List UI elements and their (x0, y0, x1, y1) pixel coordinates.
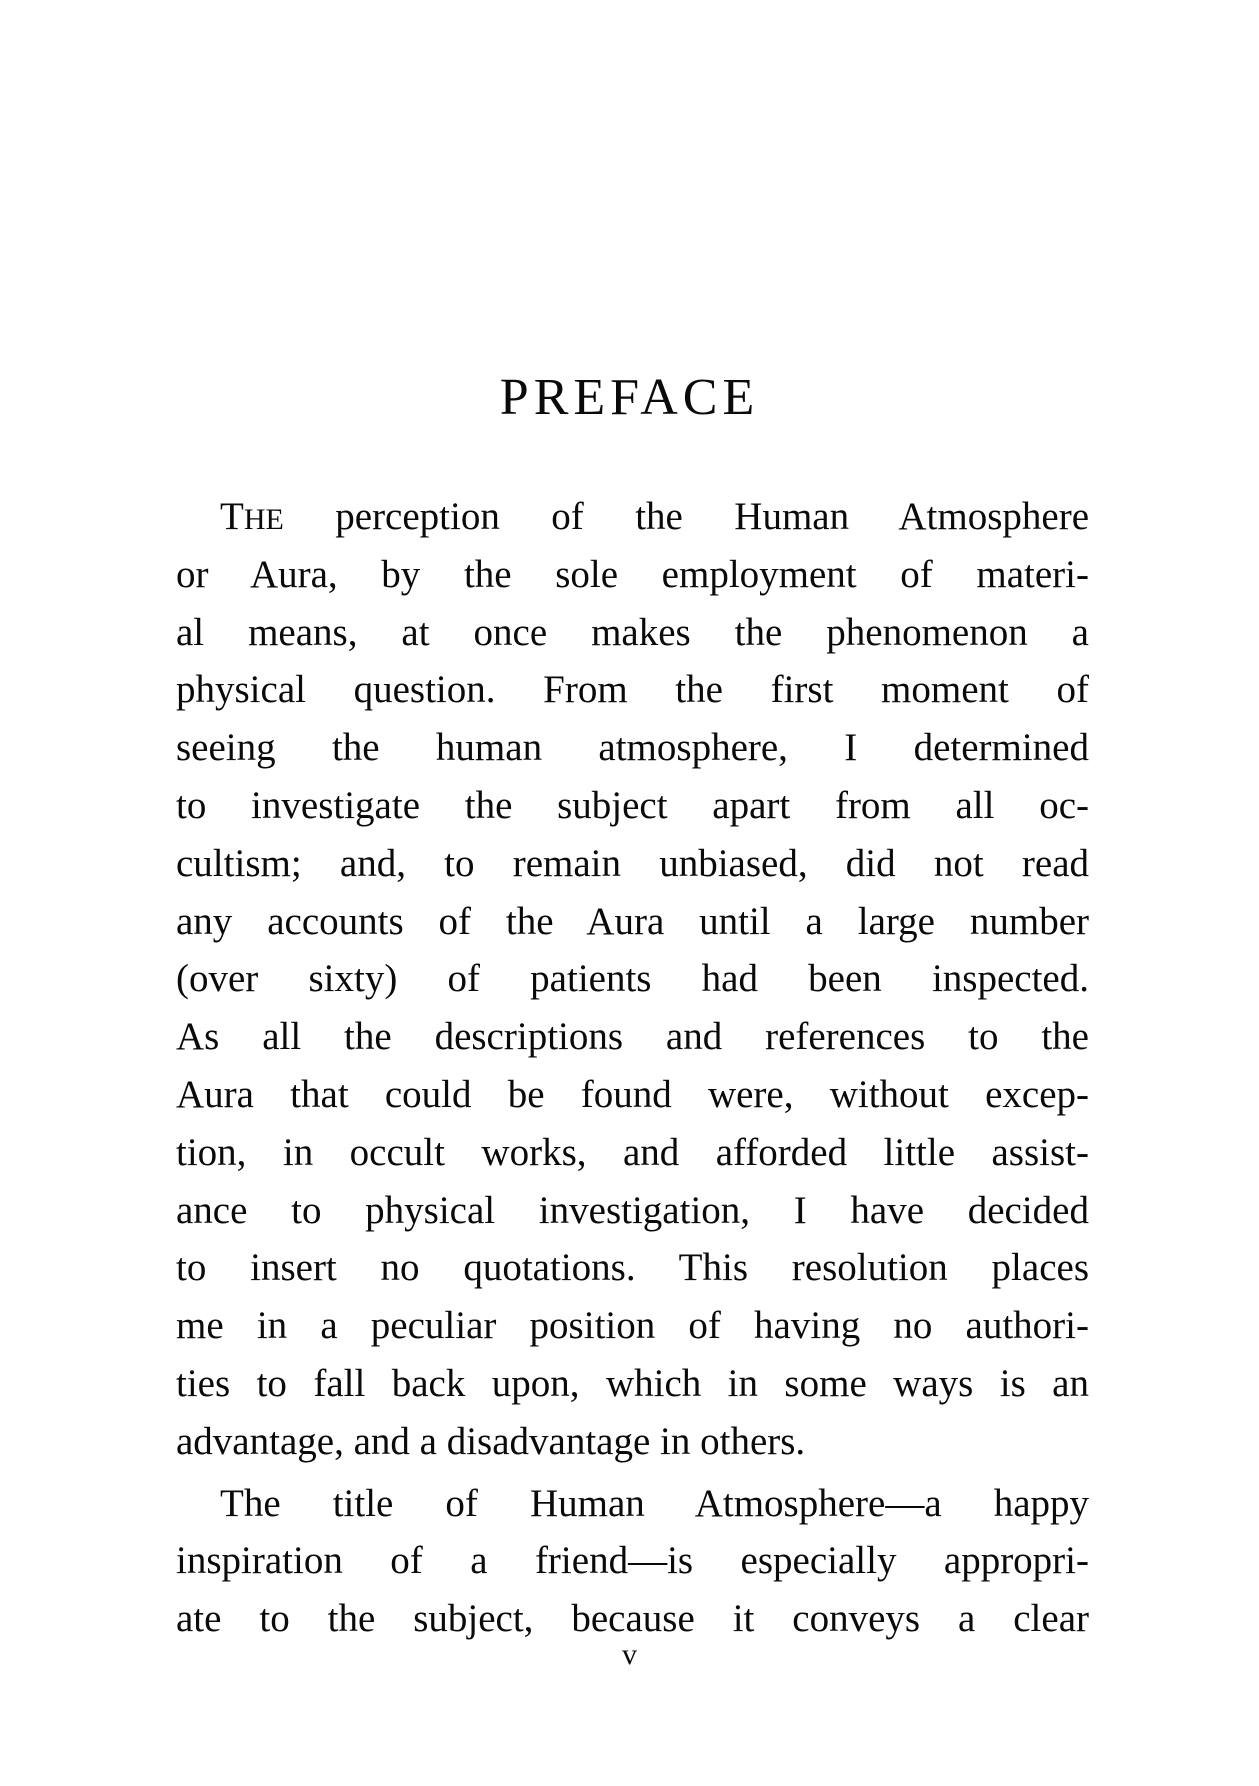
line-text: The title of Human Atmosphere—a happy (220, 1481, 1089, 1525)
small-caps-rest: HE (243, 503, 284, 536)
small-caps-initial: T (220, 495, 244, 538)
paragraph-1-line: ance to physical investigation, I have decided (176, 1188, 1089, 1232)
paragraph-1-line: to insert no quotations. This resolution places (176, 1246, 1089, 1290)
body-text (176, 488, 1089, 1648)
line-text: perception of the Human Atmosphere (283, 495, 1089, 538)
paragraph-1-line: (over sixty) of patients had been inspected. (176, 957, 1089, 1001)
paragraph-1-line-1 (176, 488, 1089, 546)
paragraph-2-line: inspiration of a friend—is especially appropri- (176, 1539, 1089, 1583)
paragraph-1-line: seeing the human atmosphere, I determined (176, 726, 1089, 770)
paragraph-1-line: any accounts of the Aura until a large number (176, 899, 1089, 943)
page-title: PREFACE (499, 369, 760, 426)
paragraph-1-line: al means, at once makes the phenomenon a (176, 610, 1089, 654)
paragraph-1-line: me in a peculiar position of having no authori- (176, 1304, 1089, 1348)
paragraph-2-line: ate to the subject, because it conveys a clear (176, 1597, 1089, 1641)
paragraph-1-line: tion, in occult works, and afforded little assist- (176, 1130, 1089, 1174)
paragraph-1-line: Aura that could be found were, without excep- (176, 1072, 1089, 1116)
paragraph-1-line: cultism; and, to remain unbiased, did not read (176, 841, 1089, 885)
paragraph-1-line: physical question. From the first moment of (176, 668, 1089, 712)
page-number: v (622, 1638, 637, 1671)
paragraph-1-line: As all the descriptions and references to the (176, 1015, 1089, 1059)
paragraph-1-line: to investigate the subject apart from all oc- (176, 783, 1089, 827)
paragraph-1-last-line: advantage, and a disadvantage in others. (176, 1419, 806, 1463)
paragraph-2-line-1 (176, 1475, 1089, 1533)
paragraph-1-line: ties to fall back upon, which in some ways is an (176, 1361, 1089, 1405)
paragraph-1-line: or Aura, by the sole employment of materi- (176, 552, 1089, 596)
